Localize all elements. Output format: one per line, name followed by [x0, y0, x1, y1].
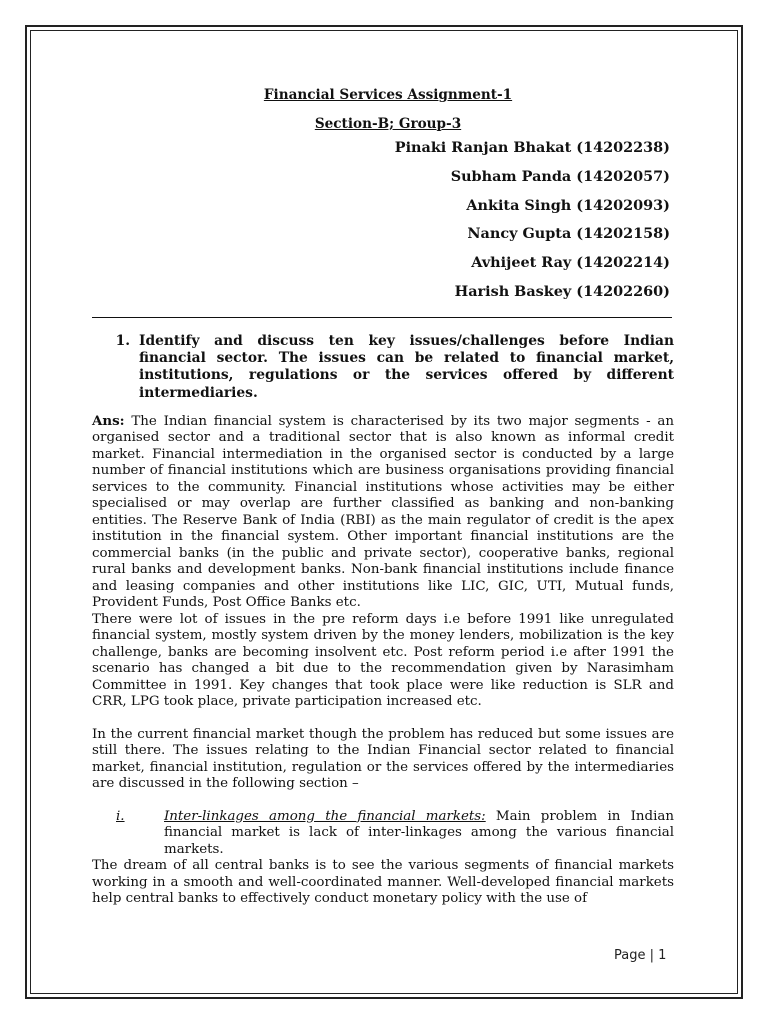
answer-paragraph	[92, 413, 674, 612]
page-number: Page | 1	[614, 948, 667, 963]
question-number: 1.	[115, 332, 130, 349]
member-name: Ankita Singh (14202093)	[466, 196, 670, 214]
document-title: Financial Services Assignment-1	[263, 87, 513, 103]
document-body	[92, 86, 674, 908]
answer-paragraph-4: The dream of all central banks is to see the various segments of financial markets working in a smooth and well-coordinated manner. Well-developed financial markets help central banks to effectively conduct monetary policy with the use of	[92, 858, 674, 907]
answer-label: Ans:	[92, 412, 125, 429]
member-name: Nancy Gupta (14202158)	[467, 225, 670, 243]
issue-text: Main problem in Indian financial market is lack of inter-linkages among the various financial markets.	[164, 808, 674, 857]
question-text: Identify and discuss ten key issues/challenges before Indian financial sector. The issues can be related to financial market, institutions, regulations or the services offered by different intermediaries.	[139, 332, 674, 401]
member-name: Avhijeet Ray (14202214)	[471, 254, 670, 272]
issue-body	[164, 809, 674, 859]
answer-paragraph-2: There were lot of issues in the pre reform days i.e before 1991 like unregulated financial system, mostly system driven by the money lenders, mobilization is the key challenge, banks are becoming insolvent etc. Post reform period i.e after 1991 the scenario has changed a bit due to the recommendation given by Narasimham Committee in 1991. Key changes that took place were like reduction is SLR and CRR, LPG took place, private participation increased etc.	[92, 611, 674, 710]
group-members	[92, 139, 674, 301]
answer-text: The Indian financial system is characterised by its two major segments - an organised sector and a traditional sector that is also known as informal credit market. Financial intermediation in the organised sector is conducted by a large number of financial institutions which are business organisations providing financial services to the community. Financial institutions whose activities may be either specialised or may overlap are further classified as banking and non-banking entities. The Reserve Bank of India (RBI) as the main regulator of credit is the apex institution in the financial system. Other important financial institutions are the commercial banks (in the public and private sector), cooperative banks, regional rural banks and development banks. Non-bank financial institutions include finance and leasing companies and other institutions like LIC, GIC, UTI, Mutual funds, Provident Funds, Post Office Banks etc.	[92, 413, 674, 611]
horizontal-divider	[92, 317, 672, 318]
member-name: Subham Panda (14202057)	[450, 167, 670, 185]
member-name: Harish Baskey (14202260)	[454, 282, 670, 300]
issue-heading: Inter-linkages among the financial markets:	[164, 808, 486, 824]
member-name: Pinaki Ranjan Bhakat (14202238)	[394, 139, 670, 156]
answer-paragraph-3: In the current financial market though the problem has reduced but some issues are still there. The issues relating to the Indian Financial sector related to financial market, financial institution, regulation or the services offered by the intermediaries are discussed in the following section –	[92, 726, 674, 792]
issue-item	[92, 809, 674, 859]
issue-number: i.	[116, 808, 125, 824]
document-subtitle: Section-B; Group-3	[314, 116, 462, 132]
question-item	[92, 333, 674, 402]
